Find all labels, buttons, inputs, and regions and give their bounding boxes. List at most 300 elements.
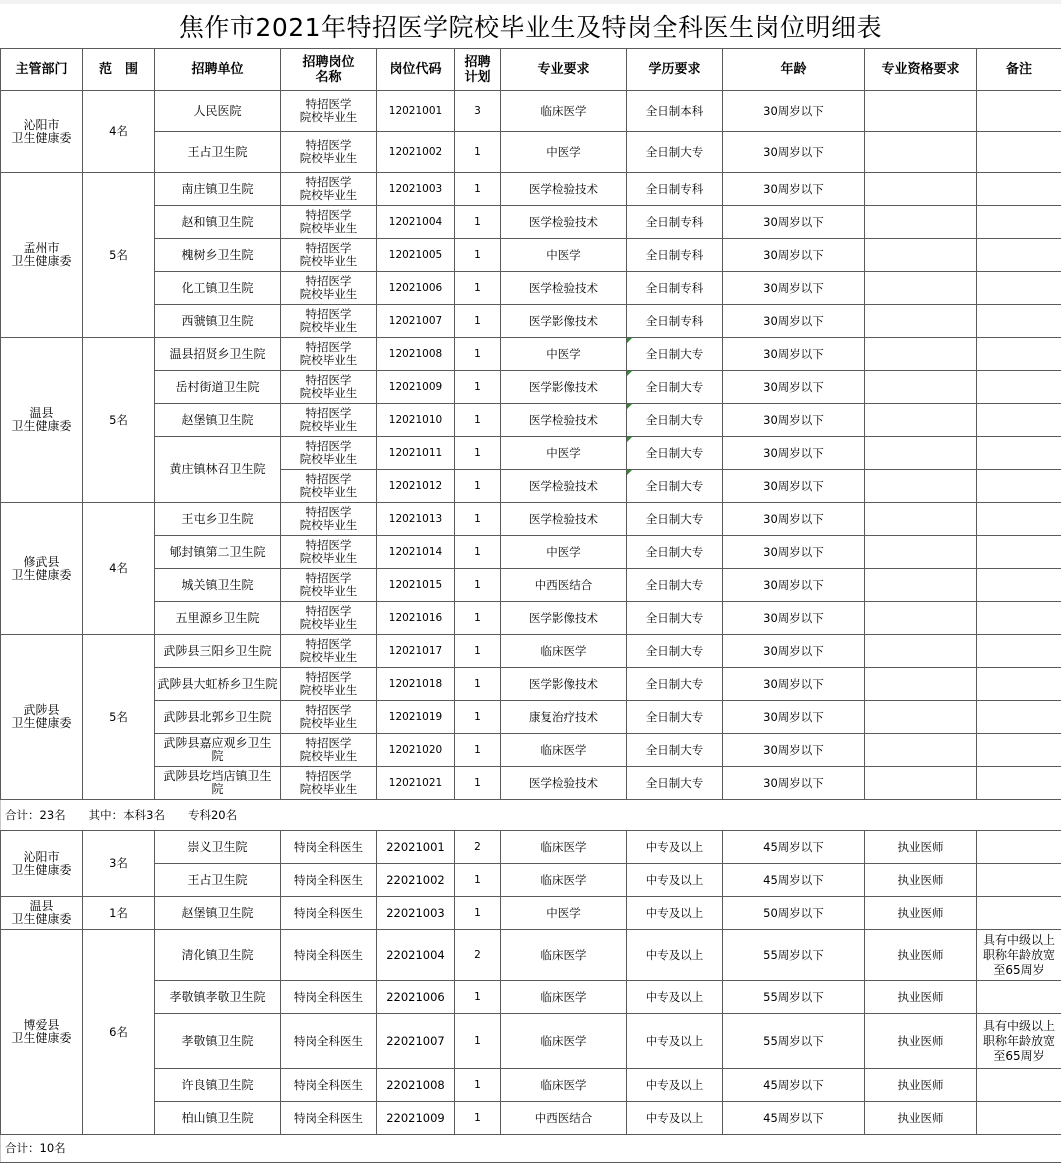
note-cell xyxy=(977,132,1061,173)
unit-cell: 城关镇卫生院 xyxy=(155,569,281,602)
note-cell xyxy=(977,173,1061,206)
unit-cell: 武陟县北郭乡卫生院 xyxy=(155,701,281,734)
post-name-cell: 特招医学 院校毕业生 xyxy=(281,734,377,767)
section-general-practitioners xyxy=(1,831,1061,1163)
qual-cell: 执业医师 xyxy=(865,930,977,981)
plan-cell: 1 xyxy=(455,701,501,734)
age-cell: 30周岁以下 xyxy=(723,338,865,371)
major-cell: 医学影像技术 xyxy=(501,371,627,404)
unit-cell: 人民医院 xyxy=(155,91,281,132)
edu-cell: 全日制大专 xyxy=(627,635,723,668)
major-cell: 医学检验技术 xyxy=(501,206,627,239)
col-header-major: 专业要求 xyxy=(501,49,627,91)
major-cell: 医学检验技术 xyxy=(501,503,627,536)
edu-cell: 中专及以上 xyxy=(627,1069,723,1102)
plan-cell: 1 xyxy=(455,897,501,930)
note-cell xyxy=(977,272,1061,305)
header-row xyxy=(1,49,1061,91)
note-cell xyxy=(977,668,1061,701)
qual-cell xyxy=(865,437,977,470)
qual-cell xyxy=(865,503,977,536)
plan-cell: 1 xyxy=(455,981,501,1014)
major-cell: 中医学 xyxy=(501,239,627,272)
table-row xyxy=(1,701,1061,734)
note-cell xyxy=(977,767,1061,800)
plan-cell: 1 xyxy=(455,602,501,635)
note-cell xyxy=(977,470,1061,503)
unit-cell: 西虢镇卫生院 xyxy=(155,305,281,338)
scope-cell: 6名 xyxy=(83,930,155,1135)
plan-cell: 1 xyxy=(455,239,501,272)
scope-cell: 3名 xyxy=(83,831,155,897)
plan-cell: 1 xyxy=(455,635,501,668)
col-header-edu: 学历要求 xyxy=(627,49,723,91)
table-row xyxy=(1,206,1061,239)
edu-cell: 全日制大专 xyxy=(627,668,723,701)
note-cell xyxy=(977,635,1061,668)
qual-cell xyxy=(865,602,977,635)
edu-cell: 全日制专科 xyxy=(627,272,723,305)
age-cell: 30周岁以下 xyxy=(723,734,865,767)
unit-cell: 王占卫生院 xyxy=(155,864,281,897)
edu-cell: 中专及以上 xyxy=(627,897,723,930)
post-name-cell: 特招医学 院校毕业生 xyxy=(281,536,377,569)
post-name-cell: 特岗全科医生 xyxy=(281,831,377,864)
code-cell: 22021001 xyxy=(377,831,455,864)
post-name-cell: 特招医学 院校毕业生 xyxy=(281,635,377,668)
unit-cell: 崇义卫生院 xyxy=(155,831,281,864)
major-cell: 中医学 xyxy=(501,536,627,569)
scope-cell: 5名 xyxy=(83,173,155,338)
note-cell xyxy=(977,831,1061,864)
code-cell: 12021018 xyxy=(377,668,455,701)
post-name-cell: 特招医学 院校毕业生 xyxy=(281,503,377,536)
plan-cell: 1 xyxy=(455,206,501,239)
qual-cell xyxy=(865,132,977,173)
scope-cell: 4名 xyxy=(83,91,155,173)
code-cell: 12021016 xyxy=(377,602,455,635)
code-cell: 12021010 xyxy=(377,404,455,437)
major-cell: 中医学 xyxy=(501,437,627,470)
post-name-cell: 特招医学 院校毕业生 xyxy=(281,470,377,503)
note-cell xyxy=(977,1102,1061,1135)
major-cell: 医学检验技术 xyxy=(501,272,627,305)
age-cell: 30周岁以下 xyxy=(723,206,865,239)
post-name-cell: 特招医学 院校毕业生 xyxy=(281,272,377,305)
major-cell: 医学检验技术 xyxy=(501,470,627,503)
note-cell xyxy=(977,503,1061,536)
code-cell: 22021003 xyxy=(377,897,455,930)
note-cell xyxy=(977,734,1061,767)
qual-cell xyxy=(865,371,977,404)
section-special-graduates xyxy=(1,91,1061,831)
major-cell: 临床医学 xyxy=(501,1069,627,1102)
plan-cell: 1 xyxy=(455,173,501,206)
unit-cell: 王占卫生院 xyxy=(155,132,281,173)
table-row xyxy=(1,1135,1061,1163)
col-header-qual: 专业资格要求 xyxy=(865,49,977,91)
major-cell: 中西医结合 xyxy=(501,569,627,602)
post-name-cell: 特招医学 院校毕业生 xyxy=(281,437,377,470)
table-row xyxy=(1,173,1061,206)
qual-cell: 执业医师 xyxy=(865,897,977,930)
post-name-cell: 特岗全科医生 xyxy=(281,981,377,1014)
age-cell: 30周岁以下 xyxy=(723,91,865,132)
qual-cell xyxy=(865,239,977,272)
table-row xyxy=(1,767,1061,800)
post-name-cell: 特岗全科医生 xyxy=(281,930,377,981)
unit-cell: 武陟县圪垱店镇卫生 院 xyxy=(155,767,281,800)
plan-cell: 1 xyxy=(455,437,501,470)
page-title: 焦作市2021年特招医学院校毕业生及特岗全科医生岗位明细表 xyxy=(178,13,883,42)
edu-cell: 中专及以上 xyxy=(627,930,723,981)
unit-cell: 郇封镇第二卫生院 xyxy=(155,536,281,569)
age-cell: 55周岁以下 xyxy=(723,930,865,981)
positions-table xyxy=(0,48,1061,1163)
edu-cell: 全日制专科 xyxy=(627,239,723,272)
age-cell: 30周岁以下 xyxy=(723,536,865,569)
post-name-cell: 特招医学 院校毕业生 xyxy=(281,132,377,173)
plan-cell: 2 xyxy=(455,831,501,864)
edu-cell: 全日制大专 xyxy=(627,536,723,569)
dept-cell: 温县 卫生健康委 xyxy=(1,897,83,930)
plan-cell: 2 xyxy=(455,930,501,981)
post-name-cell: 特岗全科医生 xyxy=(281,897,377,930)
age-cell: 45周岁以下 xyxy=(723,864,865,897)
edu-cell: 全日制本科 xyxy=(627,91,723,132)
qual-cell xyxy=(865,734,977,767)
table-row xyxy=(1,864,1061,897)
edu-cell: 全日制大专 xyxy=(627,701,723,734)
note-cell xyxy=(977,569,1061,602)
edu-cell: 全日制专科 xyxy=(627,305,723,338)
plan-cell: 1 xyxy=(455,371,501,404)
note-cell xyxy=(977,371,1061,404)
code-cell: 12021007 xyxy=(377,305,455,338)
code-cell: 12021012 xyxy=(377,470,455,503)
major-cell: 中医学 xyxy=(501,897,627,930)
age-cell: 30周岁以下 xyxy=(723,569,865,602)
post-name-cell: 特岗全科医生 xyxy=(281,1069,377,1102)
table-row xyxy=(1,91,1061,132)
edu-cell: 全日制大专 xyxy=(627,470,723,503)
plan-cell: 1 xyxy=(455,1102,501,1135)
dept-cell: 沁阳市 卫生健康委 xyxy=(1,91,83,173)
major-cell: 医学检验技术 xyxy=(501,173,627,206)
qual-cell: 执业医师 xyxy=(865,1014,977,1069)
qual-cell xyxy=(865,470,977,503)
code-cell: 12021011 xyxy=(377,437,455,470)
table-row xyxy=(1,635,1061,668)
scope-cell: 4名 xyxy=(83,503,155,635)
table-row xyxy=(1,981,1061,1014)
unit-cell: 岳村街道卫生院 xyxy=(155,371,281,404)
age-cell: 30周岁以下 xyxy=(723,602,865,635)
subtotal-text: 合计：10名 xyxy=(1,1135,1061,1163)
code-cell: 12021001 xyxy=(377,91,455,132)
plan-cell: 1 xyxy=(455,305,501,338)
unit-cell: 孝敬镇卫生院 xyxy=(155,1014,281,1069)
edu-cell: 中专及以上 xyxy=(627,1014,723,1069)
table-row xyxy=(1,503,1061,536)
major-cell: 临床医学 xyxy=(501,831,627,864)
edu-cell: 中专及以上 xyxy=(627,864,723,897)
code-cell: 12021006 xyxy=(377,272,455,305)
post-name-cell: 特招医学 院校毕业生 xyxy=(281,305,377,338)
plan-cell: 1 xyxy=(455,338,501,371)
age-cell: 30周岁以下 xyxy=(723,239,865,272)
table-row xyxy=(1,338,1061,371)
code-cell: 12021003 xyxy=(377,173,455,206)
qual-cell xyxy=(865,305,977,338)
major-cell: 医学影像技术 xyxy=(501,602,627,635)
qual-cell xyxy=(865,206,977,239)
table-row xyxy=(1,1014,1061,1069)
table-row xyxy=(1,800,1061,831)
post-name-cell: 特招医学 院校毕业生 xyxy=(281,91,377,132)
edu-cell: 全日制大专 xyxy=(627,132,723,173)
qual-cell: 执业医师 xyxy=(865,864,977,897)
plan-cell: 1 xyxy=(455,132,501,173)
table-row xyxy=(1,668,1061,701)
edu-cell: 全日制大专 xyxy=(627,602,723,635)
unit-cell: 化工镇卫生院 xyxy=(155,272,281,305)
age-cell: 30周岁以下 xyxy=(723,470,865,503)
age-cell: 45周岁以下 xyxy=(723,831,865,864)
unit-cell: 赵和镇卫生院 xyxy=(155,206,281,239)
post-name-cell: 特岗全科医生 xyxy=(281,1102,377,1135)
post-name-cell: 特招医学 院校毕业生 xyxy=(281,173,377,206)
plan-cell: 1 xyxy=(455,503,501,536)
qual-cell xyxy=(865,536,977,569)
col-header-note: 备注 xyxy=(977,49,1061,91)
table-row xyxy=(1,536,1061,569)
unit-cell: 清化镇卫生院 xyxy=(155,930,281,981)
code-cell: 12021017 xyxy=(377,635,455,668)
edu-cell: 全日制大专 xyxy=(627,767,723,800)
qual-cell xyxy=(865,404,977,437)
edu-cell: 全日制大专 xyxy=(627,503,723,536)
age-cell: 30周岁以下 xyxy=(723,132,865,173)
major-cell: 临床医学 xyxy=(501,930,627,981)
col-header-unit: 招聘单位 xyxy=(155,49,281,91)
code-cell: 22021006 xyxy=(377,981,455,1014)
col-header-dept: 主管部门 xyxy=(1,49,83,91)
dept-cell: 博爱县 卫生健康委 xyxy=(1,930,83,1135)
edu-cell: 全日制大专 xyxy=(627,371,723,404)
qual-cell: 执业医师 xyxy=(865,1069,977,1102)
major-cell: 医学影像技术 xyxy=(501,668,627,701)
table-row xyxy=(1,437,1061,470)
col-header-code: 岗位代码 xyxy=(377,49,455,91)
table-row xyxy=(1,897,1061,930)
post-name-cell: 特岗全科医生 xyxy=(281,864,377,897)
age-cell: 30周岁以下 xyxy=(723,371,865,404)
plan-cell: 1 xyxy=(455,536,501,569)
age-cell: 45周岁以下 xyxy=(723,1102,865,1135)
col-header-plan: 招聘 计划 xyxy=(455,49,501,91)
note-cell xyxy=(977,91,1061,132)
post-name-cell: 特招医学 院校毕业生 xyxy=(281,602,377,635)
edu-cell: 中专及以上 xyxy=(627,831,723,864)
major-cell: 临床医学 xyxy=(501,981,627,1014)
plan-cell: 1 xyxy=(455,470,501,503)
major-cell: 临床医学 xyxy=(501,734,627,767)
table-row xyxy=(1,239,1061,272)
col-header-post: 招聘岗位 名称 xyxy=(281,49,377,91)
code-cell: 12021021 xyxy=(377,767,455,800)
major-cell: 临床医学 xyxy=(501,635,627,668)
code-cell: 12021009 xyxy=(377,371,455,404)
plan-cell: 1 xyxy=(455,1069,501,1102)
code-cell: 22021008 xyxy=(377,1069,455,1102)
qual-cell xyxy=(865,668,977,701)
code-cell: 22021004 xyxy=(377,930,455,981)
code-cell: 22021009 xyxy=(377,1102,455,1135)
plan-cell: 1 xyxy=(455,569,501,602)
scope-cell: 1名 xyxy=(83,897,155,930)
major-cell: 中西医结合 xyxy=(501,1102,627,1135)
col-header-age: 年龄 xyxy=(723,49,865,91)
edu-cell: 全日制大专 xyxy=(627,338,723,371)
age-cell: 30周岁以下 xyxy=(723,305,865,338)
code-cell: 12021019 xyxy=(377,701,455,734)
note-cell xyxy=(977,239,1061,272)
table-row xyxy=(1,132,1061,173)
age-cell: 30周岁以下 xyxy=(723,635,865,668)
col-header-scope: 范 围 xyxy=(83,49,155,91)
note-cell xyxy=(977,602,1061,635)
edu-cell: 全日制专科 xyxy=(627,173,723,206)
age-cell: 30周岁以下 xyxy=(723,272,865,305)
age-cell: 30周岁以下 xyxy=(723,503,865,536)
plan-cell: 1 xyxy=(455,864,501,897)
unit-cell: 槐树乡卫生院 xyxy=(155,239,281,272)
table-row xyxy=(1,569,1061,602)
unit-cell: 南庄镇卫生院 xyxy=(155,173,281,206)
age-cell: 30周岁以下 xyxy=(723,701,865,734)
major-cell: 医学检验技术 xyxy=(501,404,627,437)
qual-cell: 执业医师 xyxy=(865,831,977,864)
note-cell xyxy=(977,701,1061,734)
plan-cell: 1 xyxy=(455,1014,501,1069)
unit-cell: 孝敬镇孝敬卫生院 xyxy=(155,981,281,1014)
qual-cell xyxy=(865,767,977,800)
note-cell xyxy=(977,1069,1061,1102)
post-name-cell: 特招医学 院校毕业生 xyxy=(281,404,377,437)
age-cell: 30周岁以下 xyxy=(723,173,865,206)
qual-cell: 执业医师 xyxy=(865,981,977,1014)
table-row xyxy=(1,734,1061,767)
post-name-cell: 特招医学 院校毕业生 xyxy=(281,206,377,239)
note-cell xyxy=(977,206,1061,239)
dept-cell: 孟州市 卫生健康委 xyxy=(1,173,83,338)
major-cell: 临床医学 xyxy=(501,1014,627,1069)
edu-cell: 全日制大专 xyxy=(627,437,723,470)
note-cell: 具有中级以上 职称年龄放宽 至65周岁 xyxy=(977,1014,1061,1069)
qual-cell xyxy=(865,272,977,305)
code-cell: 12021005 xyxy=(377,239,455,272)
code-cell: 12021013 xyxy=(377,503,455,536)
code-cell: 22021007 xyxy=(377,1014,455,1069)
unit-cell: 王屯乡卫生院 xyxy=(155,503,281,536)
unit-cell: 许良镇卫生院 xyxy=(155,1069,281,1102)
qual-cell xyxy=(865,91,977,132)
plan-cell: 3 xyxy=(455,91,501,132)
qual-cell: 执业医师 xyxy=(865,1102,977,1135)
table-row xyxy=(1,1069,1061,1102)
age-cell: 55周岁以下 xyxy=(723,1014,865,1069)
note-cell xyxy=(977,536,1061,569)
plan-cell: 1 xyxy=(455,404,501,437)
scope-cell: 5名 xyxy=(83,635,155,800)
note-cell xyxy=(977,437,1061,470)
age-cell: 50周岁以下 xyxy=(723,897,865,930)
major-cell: 医学检验技术 xyxy=(501,767,627,800)
post-name-cell: 特招医学 院校毕业生 xyxy=(281,569,377,602)
qual-cell xyxy=(865,338,977,371)
edu-cell: 全日制大专 xyxy=(627,734,723,767)
major-cell: 临床医学 xyxy=(501,91,627,132)
major-cell: 医学影像技术 xyxy=(501,305,627,338)
post-name-cell: 特招医学 院校毕业生 xyxy=(281,668,377,701)
plan-cell: 1 xyxy=(455,272,501,305)
major-cell: 临床医学 xyxy=(501,864,627,897)
table-row xyxy=(1,1102,1061,1135)
edu-cell: 全日制专科 xyxy=(627,206,723,239)
post-name-cell: 特岗全科医生 xyxy=(281,1014,377,1069)
unit-cell: 赵堡镇卫生院 xyxy=(155,897,281,930)
age-cell: 30周岁以下 xyxy=(723,767,865,800)
qual-cell xyxy=(865,569,977,602)
note-cell xyxy=(977,338,1061,371)
dept-cell: 武陟县 卫生健康委 xyxy=(1,635,83,800)
post-name-cell: 特招医学 院校毕业生 xyxy=(281,701,377,734)
table-row xyxy=(1,831,1061,864)
dept-cell: 修武县 卫生健康委 xyxy=(1,503,83,635)
unit-cell: 柏山镇卫生院 xyxy=(155,1102,281,1135)
edu-cell: 全日制大专 xyxy=(627,404,723,437)
major-cell: 中医学 xyxy=(501,338,627,371)
dept-cell: 温县 卫生健康委 xyxy=(1,338,83,503)
code-cell: 12021014 xyxy=(377,536,455,569)
unit-cell: 五里源乡卫生院 xyxy=(155,602,281,635)
code-cell: 12021002 xyxy=(377,132,455,173)
age-cell: 45周岁以下 xyxy=(723,1069,865,1102)
age-cell: 55周岁以下 xyxy=(723,981,865,1014)
plan-cell: 1 xyxy=(455,767,501,800)
age-cell: 30周岁以下 xyxy=(723,404,865,437)
edu-cell: 中专及以上 xyxy=(627,1102,723,1135)
table-row xyxy=(1,404,1061,437)
post-name-cell: 特招医学 院校毕业生 xyxy=(281,338,377,371)
table-row xyxy=(1,305,1061,338)
note-cell xyxy=(977,981,1061,1014)
unit-cell: 温县招贤乡卫生院 xyxy=(155,338,281,371)
note-cell xyxy=(977,864,1061,897)
qual-cell xyxy=(865,173,977,206)
table-row xyxy=(1,930,1061,981)
table-row xyxy=(1,272,1061,305)
dept-cell: 沁阳市 卫生健康委 xyxy=(1,831,83,897)
unit-cell: 赵堡镇卫生院 xyxy=(155,404,281,437)
post-name-cell: 特招医学 院校毕业生 xyxy=(281,767,377,800)
unit-cell: 武陟县嘉应观乡卫生 院 xyxy=(155,734,281,767)
post-name-cell: 特招医学 院校毕业生 xyxy=(281,239,377,272)
code-cell: 12021008 xyxy=(377,338,455,371)
edu-cell: 全日制大专 xyxy=(627,569,723,602)
note-cell xyxy=(977,897,1061,930)
